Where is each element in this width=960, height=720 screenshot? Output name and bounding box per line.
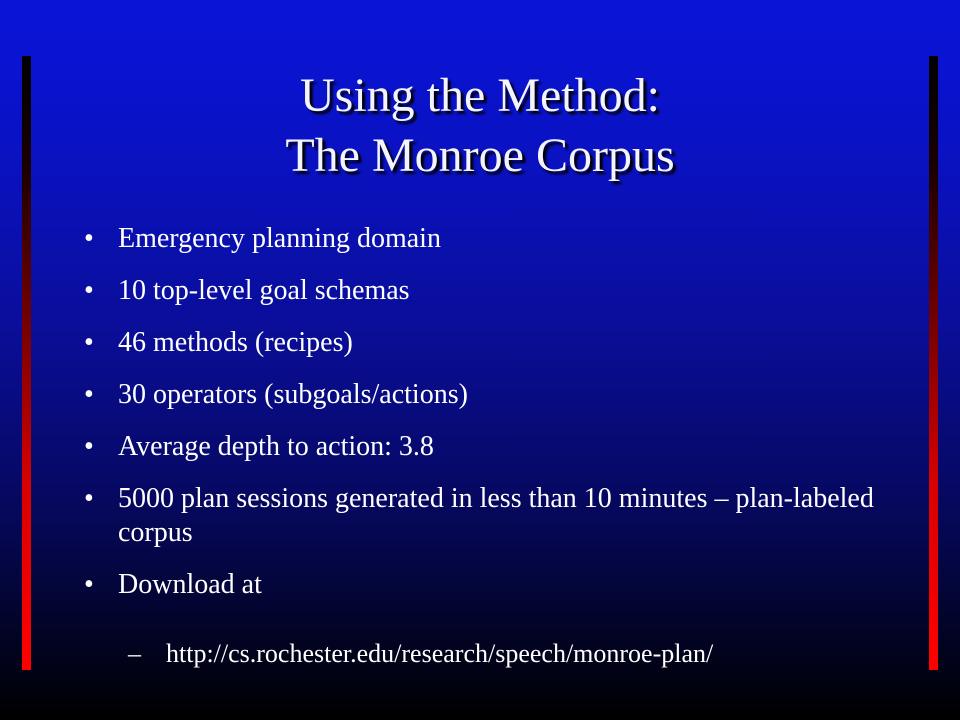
- bullet-icon: •: [84, 327, 94, 358]
- bullet-list: [84, 222, 904, 616]
- bullet-item: [84, 222, 904, 256]
- bullet-icon: •: [84, 483, 94, 514]
- slide-title-line-1: Using the Method:: [300, 69, 660, 122]
- bullet-item: [84, 378, 904, 412]
- sub-bullet-item: [84, 637, 713, 671]
- bullet-item: [84, 568, 904, 602]
- download-url-text: http://cs.rochester.edu/research/speech/monroe-plan/: [166, 639, 714, 668]
- bullet-item: [84, 274, 904, 308]
- dash-icon: –: [128, 639, 141, 668]
- bullet-text: Download at: [118, 569, 262, 600]
- bullet-item: [84, 482, 904, 550]
- bullet-text: 10 top-level goal schemas: [118, 275, 410, 306]
- bullet-icon: •: [84, 379, 94, 410]
- bullet-icon: •: [84, 275, 94, 306]
- bullet-item: [84, 430, 904, 464]
- bullet-item: [84, 326, 904, 360]
- bullet-text: Emergency planning domain: [118, 223, 441, 254]
- bullet-icon: •: [84, 569, 94, 600]
- bullet-text: 46 methods (recipes): [118, 327, 353, 358]
- bullet-text: Average depth to action: 3.8: [118, 431, 434, 462]
- slide-title-line-2: The Monroe Corpus: [285, 129, 675, 182]
- bullet-text: 5000 plan sessions generated in less than 10 minutes – plan-labeled corpus: [118, 483, 874, 548]
- bullet-icon: •: [84, 223, 94, 254]
- slide-title: [0, 66, 960, 186]
- bullet-text: 30 operators (subgoals/actions): [118, 379, 468, 410]
- bullet-icon: •: [84, 431, 94, 462]
